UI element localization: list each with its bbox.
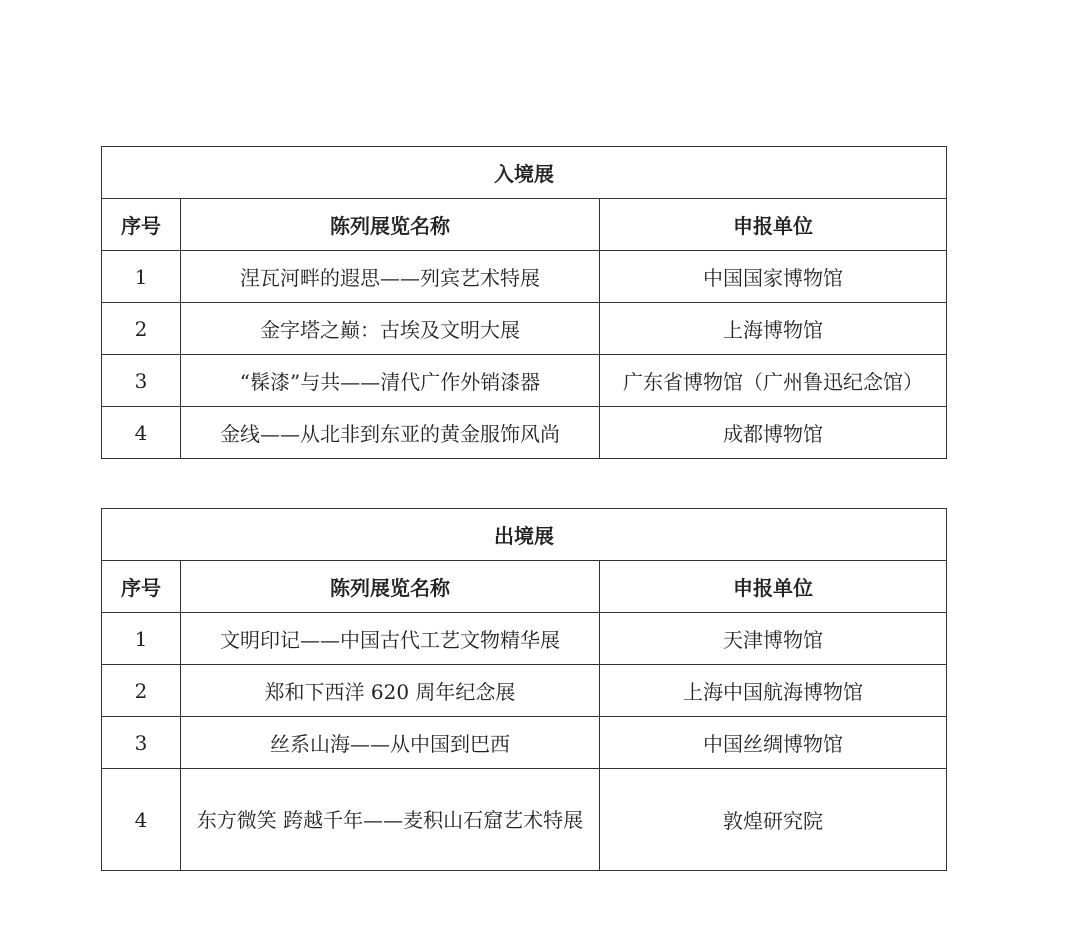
exhibition-name: 文明印记——中国古代工艺文物精华展: [181, 613, 600, 665]
row-index: 1: [102, 613, 181, 665]
applicant-unit: 中国丝绸博物馆: [600, 717, 947, 769]
row-index: 3: [102, 355, 181, 407]
row-index: 2: [102, 665, 181, 717]
table-row: [102, 355, 947, 407]
row-index: 2: [102, 303, 181, 355]
exhibition-name: 东方微笑 跨越千年——麦积山石窟艺术特展: [181, 769, 600, 871]
row-index: 3: [102, 717, 181, 769]
header-applicant-unit: 申报单位: [600, 561, 947, 613]
exhibition-name: 郑和下西洋 620 周年纪念展: [181, 665, 600, 717]
applicant-unit: 上海中国航海博物馆: [600, 665, 947, 717]
table-header-row: [102, 561, 947, 613]
table-row: [102, 251, 947, 303]
applicant-unit: 敦煌研究院: [600, 769, 947, 871]
exhibition-name: 金线——从北非到东亚的黄金服饰风尚: [181, 407, 600, 459]
row-index: 1: [102, 251, 181, 303]
applicant-unit: 广东省博物馆（广州鲁迅纪念馆）: [600, 355, 947, 407]
inbound-exhibition-table: [101, 146, 947, 459]
header-index: 序号: [102, 199, 181, 251]
table-row: [102, 665, 947, 717]
applicant-unit: 天津博物馆: [600, 613, 947, 665]
table-title-row: [102, 509, 947, 561]
applicant-unit: 上海博物馆: [600, 303, 947, 355]
table-title-row: [102, 147, 947, 199]
header-index: 序号: [102, 561, 181, 613]
row-index: 4: [102, 407, 181, 459]
table-header-row: [102, 199, 947, 251]
applicant-unit: 中国国家博物馆: [600, 251, 947, 303]
exhibition-name: “髹漆”与共——清代广作外销漆器: [181, 355, 600, 407]
header-applicant-unit: 申报单位: [600, 199, 947, 251]
table-row: [102, 769, 947, 871]
table-row: [102, 303, 947, 355]
table-title: 出境展: [102, 509, 947, 561]
outbound-exhibition-table: [101, 508, 947, 871]
table-row: [102, 717, 947, 769]
exhibition-name: 金字塔之巅：古埃及文明大展: [181, 303, 600, 355]
applicant-unit: 成都博物馆: [600, 407, 947, 459]
table-row: [102, 407, 947, 459]
table-title: 入境展: [102, 147, 947, 199]
header-exhibition-name: 陈列展览名称: [181, 199, 600, 251]
header-exhibition-name: 陈列展览名称: [181, 561, 600, 613]
row-index: 4: [102, 769, 181, 871]
exhibition-name: 丝系山海——从中国到巴西: [181, 717, 600, 769]
table-row: [102, 613, 947, 665]
exhibition-name: 涅瓦河畔的遐思——列宾艺术特展: [181, 251, 600, 303]
